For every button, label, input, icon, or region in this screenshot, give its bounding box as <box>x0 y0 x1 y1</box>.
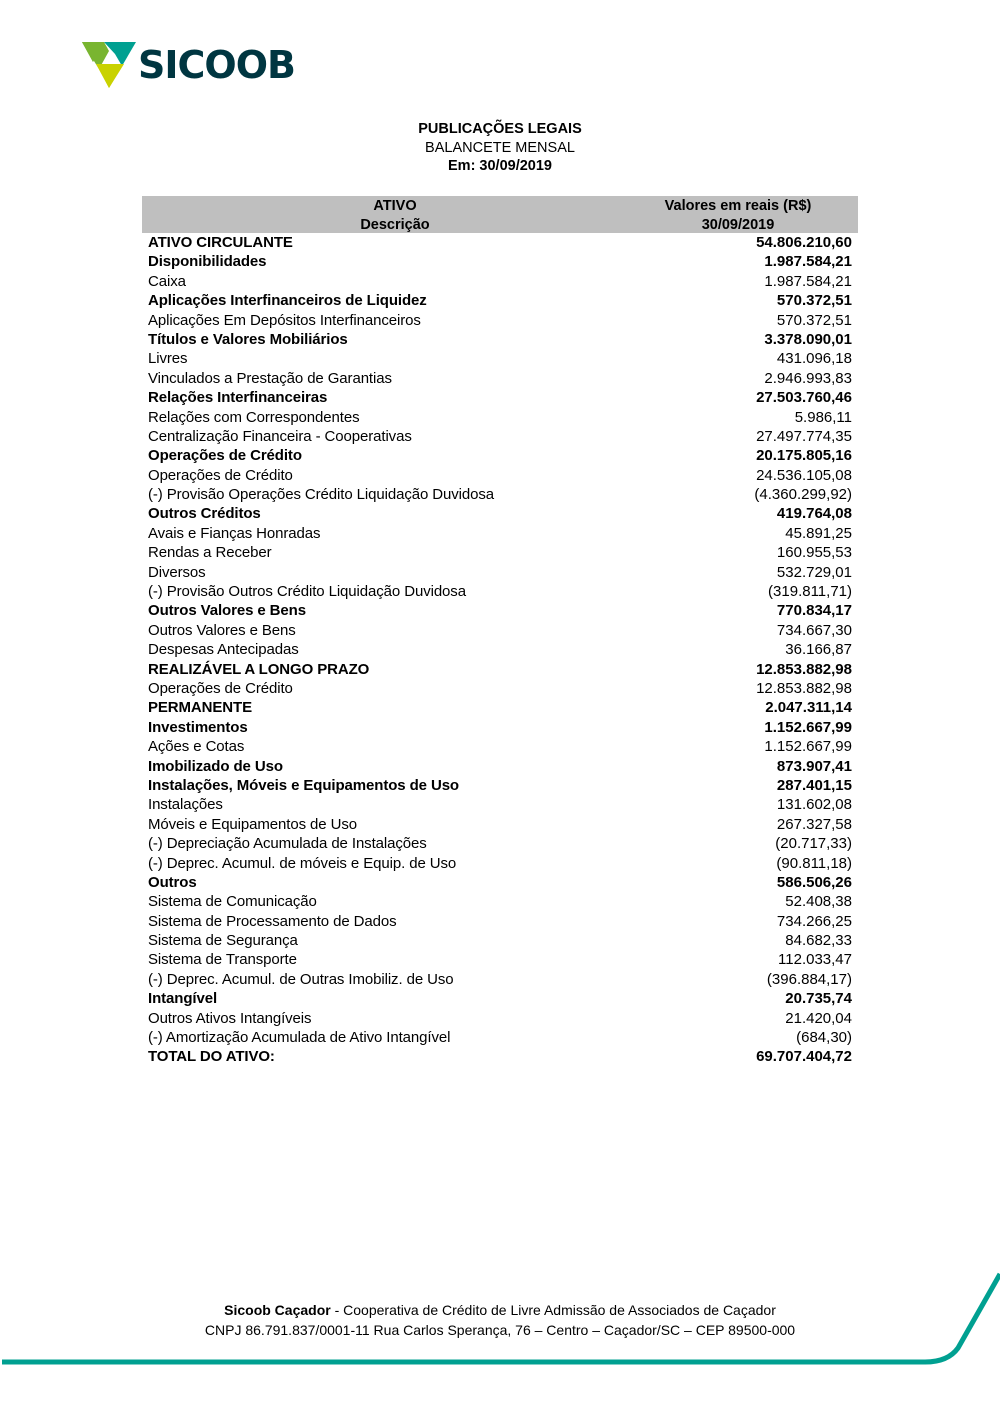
row-description: Operações de Crédito <box>148 679 293 697</box>
table-row <box>142 408 858 427</box>
row-description: Ações e Cotas <box>148 738 245 756</box>
table-row <box>142 369 858 388</box>
row-value: 734.667,30 <box>776 621 852 639</box>
table-row <box>142 970 858 989</box>
row-value: 84.682,33 <box>785 932 852 950</box>
row-value: 267.327,58 <box>776 815 852 833</box>
row-value: 287.401,15 <box>776 776 852 794</box>
row-value: (20.717,33) <box>775 835 852 853</box>
row-description: Instalações, Móveis e Equipamentos de Uso <box>148 776 459 794</box>
table-row <box>142 679 858 698</box>
row-description: Operações de Crédito <box>148 447 302 465</box>
table-row <box>142 311 858 330</box>
row-value: 3.378.090,01 <box>764 330 852 348</box>
table-row-group <box>142 718 858 737</box>
column-header-ativo: ATIVO <box>373 198 417 214</box>
table-row-group <box>142 291 858 310</box>
row-value: 36.166,87 <box>785 641 852 659</box>
row-value: (684,30) <box>796 1029 852 1047</box>
row-description: Centralização Financeira - Cooperativas <box>148 427 412 445</box>
table-row-group <box>142 252 858 271</box>
table-row <box>142 834 858 853</box>
row-value: (90.811,18) <box>776 854 852 872</box>
row-value: 570.372,51 <box>776 292 852 310</box>
row-description: Outros Ativos Intangíveis <box>148 1009 312 1027</box>
table-row <box>142 582 858 601</box>
row-description: TOTAL DO ATIVO: <box>148 1048 275 1066</box>
table-row-group <box>142 233 858 252</box>
row-description: Livres <box>148 350 188 368</box>
row-description: Relações Interfinanceiras <box>148 389 328 407</box>
row-value: 419.764,08 <box>776 505 852 523</box>
document-subtitle: BALANCETE MENSAL <box>425 139 575 156</box>
row-value: 2.047.311,14 <box>765 699 852 717</box>
row-value: 131.602,08 <box>776 796 852 814</box>
table-row-group <box>142 1047 858 1066</box>
table-row-group <box>142 660 858 679</box>
row-description: Despesas Antecipadas <box>148 641 299 659</box>
row-description: Outros Valores e Bens <box>148 621 296 639</box>
row-description: Instalações <box>148 796 223 814</box>
row-value: 45.891,25 <box>785 524 852 542</box>
row-value: 12.853.882,98 <box>756 660 852 678</box>
row-description: Vinculados a Prestação de Garantias <box>148 369 392 387</box>
table-row-group <box>142 698 858 717</box>
table-row <box>142 427 858 446</box>
row-value: 586.506,26 <box>776 873 852 891</box>
value-column-header <box>638 197 838 234</box>
row-value: 770.834,17 <box>776 602 852 620</box>
row-value: 1.152.667,99 <box>764 738 852 756</box>
table-row-group <box>142 757 858 776</box>
row-description: (-) Provisão Outros Crédito Liquidação Duvidosa <box>148 583 466 601</box>
row-value: 873.907,41 <box>776 757 852 775</box>
row-description: Investimentos <box>148 718 248 736</box>
description-column-header <box>142 197 648 234</box>
row-description: (-) Provisão Operações Crédito Liquidação Duvidosa <box>148 486 495 504</box>
row-value: (4.360.299,92) <box>754 486 852 504</box>
logo-wordmark: SICOOB <box>138 43 295 87</box>
row-description: Títulos e Valores Mobiliários <box>148 330 348 348</box>
footer-address: CNPJ 86.791.837/0001-11 Rua Carlos Sperança, 76 – Centro – Caçador/SC – CEP 89500-000 <box>204 1322 796 1338</box>
row-description: Operações de Crédito <box>148 466 293 484</box>
table-row <box>142 1009 858 1028</box>
row-description: (-) Deprec. Acumul. de móveis e Equip. de Uso <box>148 854 457 872</box>
row-value: 2.946.993,83 <box>764 369 852 387</box>
table-row <box>142 563 858 582</box>
table-row <box>142 543 858 562</box>
sicoob-triangle-logo-icon <box>82 42 136 88</box>
row-value: (319.811,71) <box>768 583 852 601</box>
row-value: 112.033,47 <box>778 951 852 969</box>
row-description: Aplicações Em Depósitos Interfinanceiros <box>148 311 421 329</box>
row-description: Relações com Correspondentes <box>148 408 360 426</box>
table-row-group <box>142 601 858 620</box>
row-value: 20.735,74 <box>785 990 852 1008</box>
row-value: 532.729,01 <box>776 563 852 581</box>
sicoob-logo <box>82 42 295 88</box>
row-value: 1.987.584,21 <box>764 253 852 271</box>
row-value: 54.806.210,60 <box>756 234 852 251</box>
row-description: Disponibilidades <box>148 253 267 271</box>
table-row <box>142 931 858 950</box>
row-description: REALIZÁVEL A LONGO PRAZO <box>148 660 370 678</box>
row-description: Outros Créditos <box>148 505 261 523</box>
row-value: 1.987.584,21 <box>764 272 852 290</box>
row-description: Sistema de Comunicação <box>148 893 317 911</box>
column-header-valores: Valores em reais (R$) <box>664 198 812 214</box>
row-description: Outros Valores e Bens <box>148 602 306 620</box>
footer-org-desc: - Cooperativa de Crédito de Livre Admissão de Associados de Caçador <box>330 1302 776 1318</box>
row-description: ATIVO CIRCULANTE <box>148 234 293 251</box>
row-value: 5.986,11 <box>794 408 852 426</box>
row-value: 21.420,04 <box>785 1009 852 1027</box>
table-row <box>142 854 858 873</box>
row-value: 570.372,51 <box>776 311 852 329</box>
column-header-descricao: Descrição <box>360 216 430 233</box>
row-value: 431.096,18 <box>776 350 852 368</box>
row-value: 69.707.404,72 <box>756 1048 852 1066</box>
row-value: 160.955,53 <box>776 544 852 562</box>
table-row <box>142 950 858 969</box>
table-row <box>142 349 858 368</box>
row-description: Avais e Fianças Honradas <box>148 524 321 542</box>
table-row <box>142 1028 858 1047</box>
document-header <box>0 120 1000 176</box>
row-description: Aplicações Interfinanceiros de Liquidez <box>148 292 427 310</box>
row-description: Intangível <box>148 990 218 1008</box>
row-description: Outros <box>148 873 197 891</box>
row-value: 27.503.760,46 <box>756 389 852 407</box>
column-header-date: 30/09/2019 <box>701 216 775 233</box>
row-description: Imobilizado de Uso <box>148 757 283 775</box>
row-description: Rendas a Receber <box>148 544 272 562</box>
row-description: Caixa <box>148 272 186 290</box>
row-value: 734.266,25 <box>776 912 852 930</box>
table-row-group <box>142 776 858 795</box>
row-description: (-) Deprec. Acumul. de Outras Imobiliz. de Uso <box>148 970 454 988</box>
row-description: (-) Depreciação Acumulada de Instalações <box>148 835 427 853</box>
document-date: Em: 30/09/2019 <box>448 158 552 174</box>
row-value: 20.175.805,16 <box>756 447 852 465</box>
row-description: Diversos <box>148 563 206 581</box>
table-row <box>142 892 858 911</box>
row-description: PERMANENTE <box>148 699 253 717</box>
table-body <box>142 233 858 1067</box>
table-row <box>142 466 858 485</box>
footer-org-name: Sicoob Caçador <box>224 1302 331 1318</box>
table-row-group <box>142 446 858 465</box>
row-value: (396.884,17) <box>766 970 852 988</box>
table-header <box>142 196 858 233</box>
row-description: (-) Amortização Acumulada de Ativo Intangível <box>148 1029 451 1047</box>
table-row <box>142 524 858 543</box>
table-row <box>142 815 858 834</box>
table-row-group <box>142 989 858 1008</box>
row-value: 12.853.882,98 <box>756 679 852 697</box>
table-row-group <box>142 873 858 892</box>
table-row-group <box>142 504 858 523</box>
row-description: Móveis e Equipamentos de Uso <box>148 815 357 833</box>
table-row <box>142 272 858 291</box>
row-value: 24.536.105,08 <box>756 466 852 484</box>
table-row-group <box>142 330 858 349</box>
table-row <box>142 485 858 504</box>
table-row <box>142 912 858 931</box>
table-row <box>142 737 858 756</box>
table-row <box>142 795 858 814</box>
table-row <box>142 621 858 640</box>
row-description: Sistema de Processamento de Dados <box>148 912 397 930</box>
decorative-swoosh-line <box>0 1260 1000 1380</box>
row-value: 52.408,38 <box>785 893 852 911</box>
row-value: 27.497.774,35 <box>756 427 852 445</box>
document-title: PUBLICAÇÕES LEGAIS <box>418 121 582 137</box>
row-value: 1.152.667,99 <box>764 718 852 736</box>
table-row-group <box>142 388 858 407</box>
row-description: Sistema de Segurança <box>148 932 298 950</box>
row-description: Sistema de Transporte <box>148 951 297 969</box>
table-row <box>142 640 858 659</box>
balance-sheet-table <box>142 196 858 1067</box>
